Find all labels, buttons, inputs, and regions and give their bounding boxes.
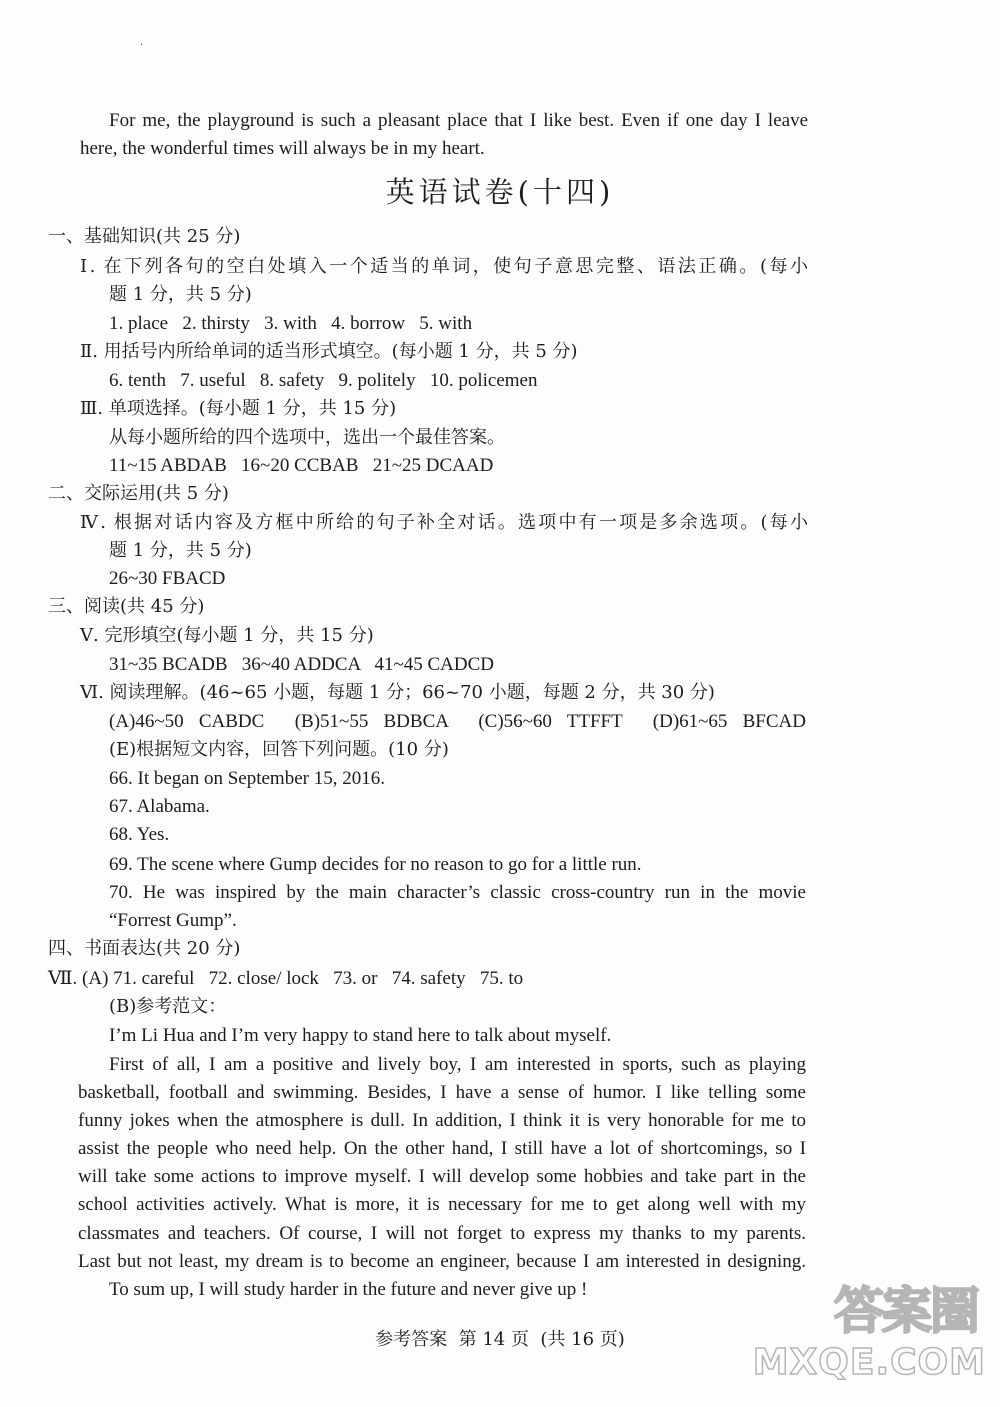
- speck-mark: ·: [140, 40, 144, 51]
- part-5-answers: 31~35 BCADB 36~40 ADDCA 41~45 CADCD: [109, 654, 495, 675]
- part-6-answers: (A)46~50 CABDC (B)51~55 BDBCA (C)56~60 TTFFT (D)61~65 BFCAD: [109, 711, 806, 732]
- part-3-subinstruction: 从每小题所给的四个选项中，选出一个最佳答案。: [109, 427, 505, 448]
- part-1-instruction-cont: 题 1 分，共 5 分): [109, 284, 252, 305]
- page-footer: 参考答案 第 14 页 (共 16 页): [375, 1329, 625, 1350]
- part-3-answers: 11~15 ABDAB 16~20 CCBAB 21~25 DCAAD: [109, 455, 494, 476]
- section-heading-communication: 二、交际运用(共 5 分): [48, 483, 229, 504]
- part-7-answers: Ⅶ. (A) 71. careful 72. close/ lock 73. or 74. safety 75. to: [48, 968, 524, 989]
- essay-line: funny jokes when the atmosphere is dull. In addition, I think it is very honorable for me to: [78, 1110, 806, 1131]
- watermark-text-top: 答案圈: [834, 1282, 978, 1340]
- part-6-instruction: Ⅵ. 阅读理解。(46~65 小题，每题 1 分；66~70 小题，每题 2 分，共 30 分): [80, 682, 715, 703]
- part-2-instruction: Ⅱ. 用括号内所给单词的适当形式填空。(每小题 1 分，共 5 分): [80, 341, 578, 362]
- intro-line-2: here, the wonderful times will always be in my heart.: [80, 138, 485, 159]
- answer-70-cont: “Forrest Gump”.: [109, 910, 237, 931]
- part-4-instruction: Ⅳ. 根据对话内容及方框中所给的句子补全对话。选项中有一项是多余选项。(每小: [80, 512, 808, 533]
- part-2-answers: 6. tenth 7. useful 8. safety 9. politely 10. policemen: [109, 370, 538, 391]
- part-7b-heading: (B)参考范文：: [109, 996, 227, 1017]
- essay-line: will take some actions to improve myself. I will develop some hobbies and take part in the: [78, 1166, 806, 1187]
- part-5-instruction: Ⅴ. 完形填空(每小题 1 分，共 15 分): [80, 625, 374, 646]
- watermark-text-bottom: MXQE.COM: [752, 1342, 986, 1383]
- part-3-instruction: Ⅲ. 单项选择。(每小题 1 分，共 15 分): [80, 398, 397, 419]
- answer-69: 69. The scene where Gump decides for no reason to go for a little run.: [109, 854, 642, 875]
- answer-70: 70. He was inspired by the main character’s classic cross-country run in the movie: [109, 882, 806, 903]
- section-heading-reading: 三、阅读(共 45 分): [48, 596, 205, 617]
- page-title: 英语试卷(十四): [385, 175, 615, 209]
- site-watermark-logo: [752, 1282, 986, 1383]
- essay-line: To sum up, I will study harder in the future and never give up !: [109, 1279, 588, 1300]
- essay-line: classmates and teachers. Of course, I will not forget to express my thanks to my parents.: [78, 1223, 806, 1244]
- part-4-instruction-cont: 题 1 分，共 5 分): [109, 540, 252, 561]
- answer-68: 68. Yes.: [109, 824, 170, 845]
- intro-line-1: For me, the playground is such a pleasant place that I like best. Even if one day I leave: [109, 110, 808, 131]
- essay-line: assist the people who need help. On the other hand, I still have a lot of shortcomings, so I: [78, 1138, 806, 1159]
- essay-line: basketball, football and swimming. Besides, I have a sense of humor. I like telling some: [78, 1082, 806, 1103]
- answer-66: 66. It began on September 15, 2016.: [109, 768, 385, 789]
- part-1-answers: 1. place 2. thirsty 3. with 4. borrow 5. with: [109, 313, 473, 334]
- essay-line: First of all, I am a positive and lively boy, I am interested in sports, such as playing: [109, 1054, 806, 1075]
- essay-line: school activities actively. What is more, it is necessary for me to get along well with my: [78, 1194, 806, 1215]
- part-1-instruction: Ⅰ. 在下列各句的空白处填入一个适当的单词，使句子意思完整、语法正确。(每小: [80, 256, 808, 277]
- part-6e-instruction: (E)根据短文内容，回答下列问题。(10 分): [109, 739, 449, 760]
- essay-line: I’m Li Hua and I’m very happy to stand here to talk about myself.: [109, 1025, 612, 1046]
- part-4-answers: 26~30 FBACD: [109, 568, 226, 589]
- section-heading-basic-knowledge: 一、基础知识(共 25 分): [48, 226, 241, 247]
- section-heading-writing: 四、书面表达(共 20 分): [48, 938, 241, 959]
- essay-line: Last but not least, my dream is to become an engineer, because I am interested in designing.: [78, 1251, 806, 1272]
- answer-67: 67. Alabama.: [109, 796, 210, 817]
